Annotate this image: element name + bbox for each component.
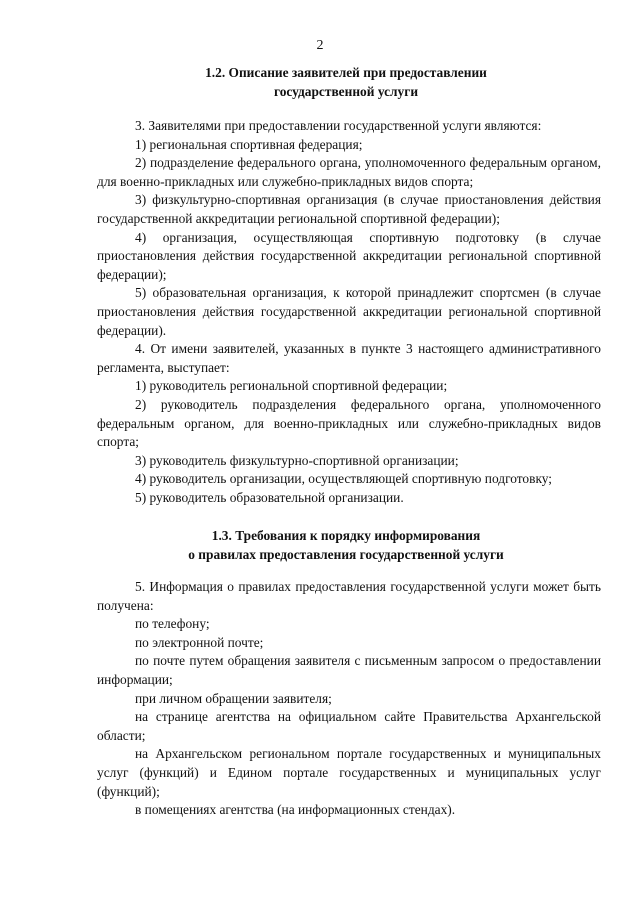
paragraph-representative-4: 4) руководитель организации, осуществляющей спортивную подготовку; [135, 471, 552, 487]
section-1-3-heading-line-2: о правилах предоставления государственной услуги [188, 546, 504, 562]
paragraph-representative-1: 1) руководитель региональной спортивной федерации; [135, 378, 448, 394]
section-1-2-heading [90, 64, 602, 101]
paragraph-applicant-2: 2) подразделение федерального органа, уполномоченного федеральным органом, для военно-прикладных или служебно-прикладных видов спорта; [97, 155, 601, 189]
paragraph-representatives-intro: 4. От имени заявителей, указанных в пункте 3 настоящего административного регламента, выступает: [97, 341, 601, 375]
paragraph-applicants-intro: 3. Заявителями при предоставлении государственной услуги являются: [135, 118, 542, 133]
paragraph-representative-2: 2) руководитель подразделения федерального органа, уполномоченного федеральным органом, для военно-прикладных или служебно-прикладных видов спорта; [97, 396, 601, 450]
section-1-3-heading [90, 527, 602, 564]
section-1-3-heading-line-1: 1.3. Требования к порядку информирования [211, 528, 481, 543]
paragraph-representative-5: 5) руководитель образовательной организации. [135, 489, 404, 505]
paragraph-applicant-1: 1) региональная спортивная федерация; [135, 136, 363, 152]
paragraph-channel-post: по почте путем обращения заявителя с письменным запросом о предоставлении информации; [97, 653, 601, 687]
paragraph-applicant-5: 5) образовательная организация, к которой принадлежит спортсмен (в случае приостановления действия государственной аккредитации региональной спортивной федерации). [97, 285, 601, 338]
paragraph-channel-phone: по телефону; [135, 616, 210, 632]
paragraph-channel-website: на странице агентства на официальном сайте Правительства Архангельской области; [97, 709, 601, 743]
paragraph-information-intro: 5. Информация о правилах предоставления государственной услуги может быть получена: [97, 579, 601, 613]
paragraph-channel-in-person: при личном обращении заявителя; [135, 690, 332, 706]
paragraph-applicant-3: 3) физкультурно-спортивная организация (в случае приостановления действия государственной аккредитации региональной спортивной федерации); [97, 192, 601, 226]
paragraph-channel-stands: в помещениях агентства (на информационных стендах). [135, 802, 456, 818]
paragraph-applicant-4: 4) организация, осуществляющая спортивную подготовку (в случае приостановления действия государственной аккредитации региональной спортивной федерации); [97, 229, 601, 282]
section-1-2-heading-line-2: государственной услуги [273, 83, 419, 99]
section-1-2-heading-line-1: 1.2. Описание заявителей при предоставлении [205, 65, 487, 80]
paragraph-channel-email: по электронной почте; [135, 634, 264, 650]
paragraph-channel-portals: на Архангельском региональном портале государственных и муниципальных услуг (функций) и Едином портале государственных и муниципальных услуг (функций); [97, 746, 601, 799]
page-number: 2 [316, 38, 324, 53]
section-1-3-body [97, 578, 601, 820]
paragraph-representative-3: 3) руководитель физкультурно-спортивной организации; [135, 452, 459, 468]
section-1-2-body [97, 117, 601, 507]
